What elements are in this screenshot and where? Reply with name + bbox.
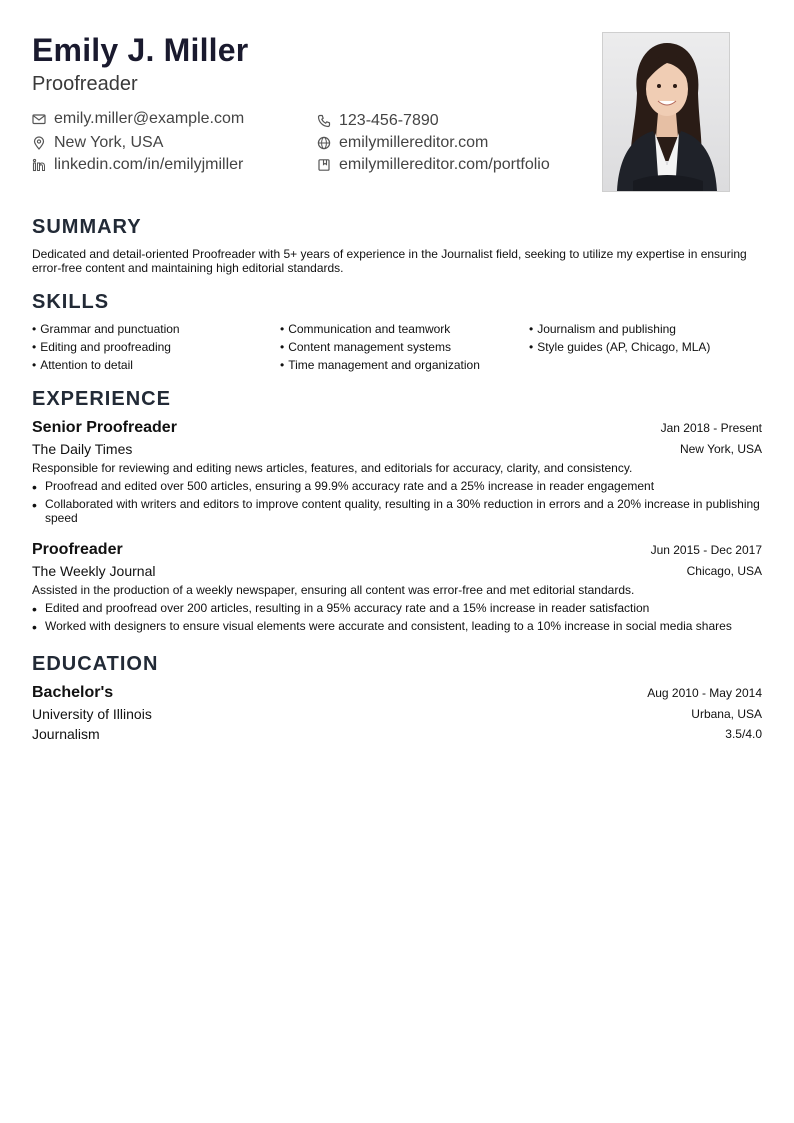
school-name: University of Illinois <box>32 706 152 722</box>
mail-icon <box>32 112 46 126</box>
bullet: • <box>529 322 534 336</box>
job-company: The Weekly Journal <box>32 563 156 579</box>
location-pin-icon <box>32 136 46 150</box>
job-dates: Jun 2015 - Dec 2017 <box>650 543 762 557</box>
contact-email[interactable] <box>32 110 244 128</box>
job-bullet <box>32 497 764 525</box>
job-bullet <box>32 479 764 495</box>
skill-label: Journalism and publishing <box>537 322 676 336</box>
skill-label: Editing and proofreading <box>40 340 171 354</box>
bullet: • <box>32 340 37 354</box>
bullet: • <box>32 479 37 495</box>
bullet: • <box>529 340 534 354</box>
bullet: • <box>280 322 285 336</box>
skill-item <box>529 322 676 336</box>
bullet: • <box>32 358 37 372</box>
portfolio-text: emilymillereditor.com/portfolio <box>339 156 550 173</box>
contact-phone[interactable] <box>317 112 439 130</box>
summary-heading: SUMMARY <box>32 216 142 238</box>
skill-item <box>280 358 480 372</box>
bullet-text: Edited and proofread over 200 articles, resulting in a 95% accuracy rate and a 15% increase in reader satisfaction <box>45 601 650 615</box>
field-of-study: Journalism <box>32 726 100 742</box>
experience-heading: EXPERIENCE <box>32 388 171 410</box>
contact-website[interactable] <box>317 134 488 152</box>
skill-label: Attention to detail <box>40 358 133 372</box>
linkedin-icon <box>32 158 46 172</box>
bookmark-icon <box>317 158 331 172</box>
bullet: • <box>32 497 37 513</box>
skill-item <box>280 340 451 354</box>
job-dates: Jan 2018 - Present <box>660 421 762 435</box>
job-title: Senior Proofreader <box>32 419 177 436</box>
contact-portfolio[interactable] <box>317 156 550 174</box>
phone-text: 123-456-7890 <box>339 112 439 129</box>
bullet: • <box>280 358 285 372</box>
degree: Bachelor's <box>32 684 114 701</box>
phone-icon <box>317 114 331 128</box>
job-location: New York, USA <box>679 442 762 456</box>
job-bullet <box>32 619 764 635</box>
bullet: • <box>32 322 37 336</box>
candidate-title: Proofreader <box>32 73 138 95</box>
skill-label: Time management and organization <box>288 358 480 372</box>
bullet: • <box>32 619 37 635</box>
skill-label: Grammar and punctuation <box>40 322 180 336</box>
job-bullet <box>32 601 764 617</box>
bullet: • <box>32 601 37 617</box>
job-company: The Daily Times <box>32 441 133 457</box>
skill-item <box>529 340 710 354</box>
job-description: Responsible for reviewing and editing news articles, features, and editorials for accuracy, clarity, and consistency. <box>32 461 633 475</box>
bullet-text: Proofread and edited over 500 articles, ensuring a 99.9% accuracy rate and a 25% increase in reader engagement <box>45 479 655 493</box>
job-description: Assisted in the production of a weekly newspaper, ensuring all content was error-free and met editorial standards. <box>32 583 635 597</box>
school-location: Urbana, USA <box>691 707 762 721</box>
education-heading: EDUCATION <box>32 653 159 675</box>
skill-label: Communication and teamwork <box>288 322 451 336</box>
location-text: New York, USA <box>54 134 164 151</box>
bullet-text: Collaborated with writers and editors to improve content quality, resulting in a 30% reduction in errors and a 20% increase in publishing speed <box>45 497 760 525</box>
skill-label: Content management systems <box>288 340 451 354</box>
globe-icon <box>317 136 331 150</box>
website-text: emilymillereditor.com <box>339 134 489 151</box>
bullet: • <box>280 340 285 354</box>
job-title: Proofreader <box>32 541 123 558</box>
contact-linkedin[interactable] <box>32 156 243 174</box>
skill-item <box>32 340 171 354</box>
bullet-text: Worked with designers to ensure visual elements were accurate and consistent, leading to a 10% increase in social media shares <box>45 619 732 633</box>
skill-item <box>32 322 180 336</box>
summary-text: Dedicated and detail-oriented Proofreader with 5+ years of experience in the Journalist field, seeking to utilize my expertise in ensuring error-free content and maintaining high editorial standards. <box>32 247 747 275</box>
education-dates: Aug 2010 - May 2014 <box>647 686 762 700</box>
job-location: Chicago, USA <box>686 564 762 578</box>
linkedin-text: linkedin.com/in/emilyjmiller <box>54 156 244 173</box>
skills-heading: SKILLS <box>32 291 110 313</box>
contact-location <box>32 134 163 152</box>
profile-photo <box>602 32 730 192</box>
skill-item <box>32 358 133 372</box>
skill-label: Style guides (AP, Chicago, MLA) <box>537 340 711 354</box>
candidate-name: Emily J. Miller <box>32 32 249 68</box>
gpa: 3.5/4.0 <box>725 727 762 741</box>
email-text: emily.miller@example.com <box>54 110 245 127</box>
skill-item <box>280 322 450 336</box>
